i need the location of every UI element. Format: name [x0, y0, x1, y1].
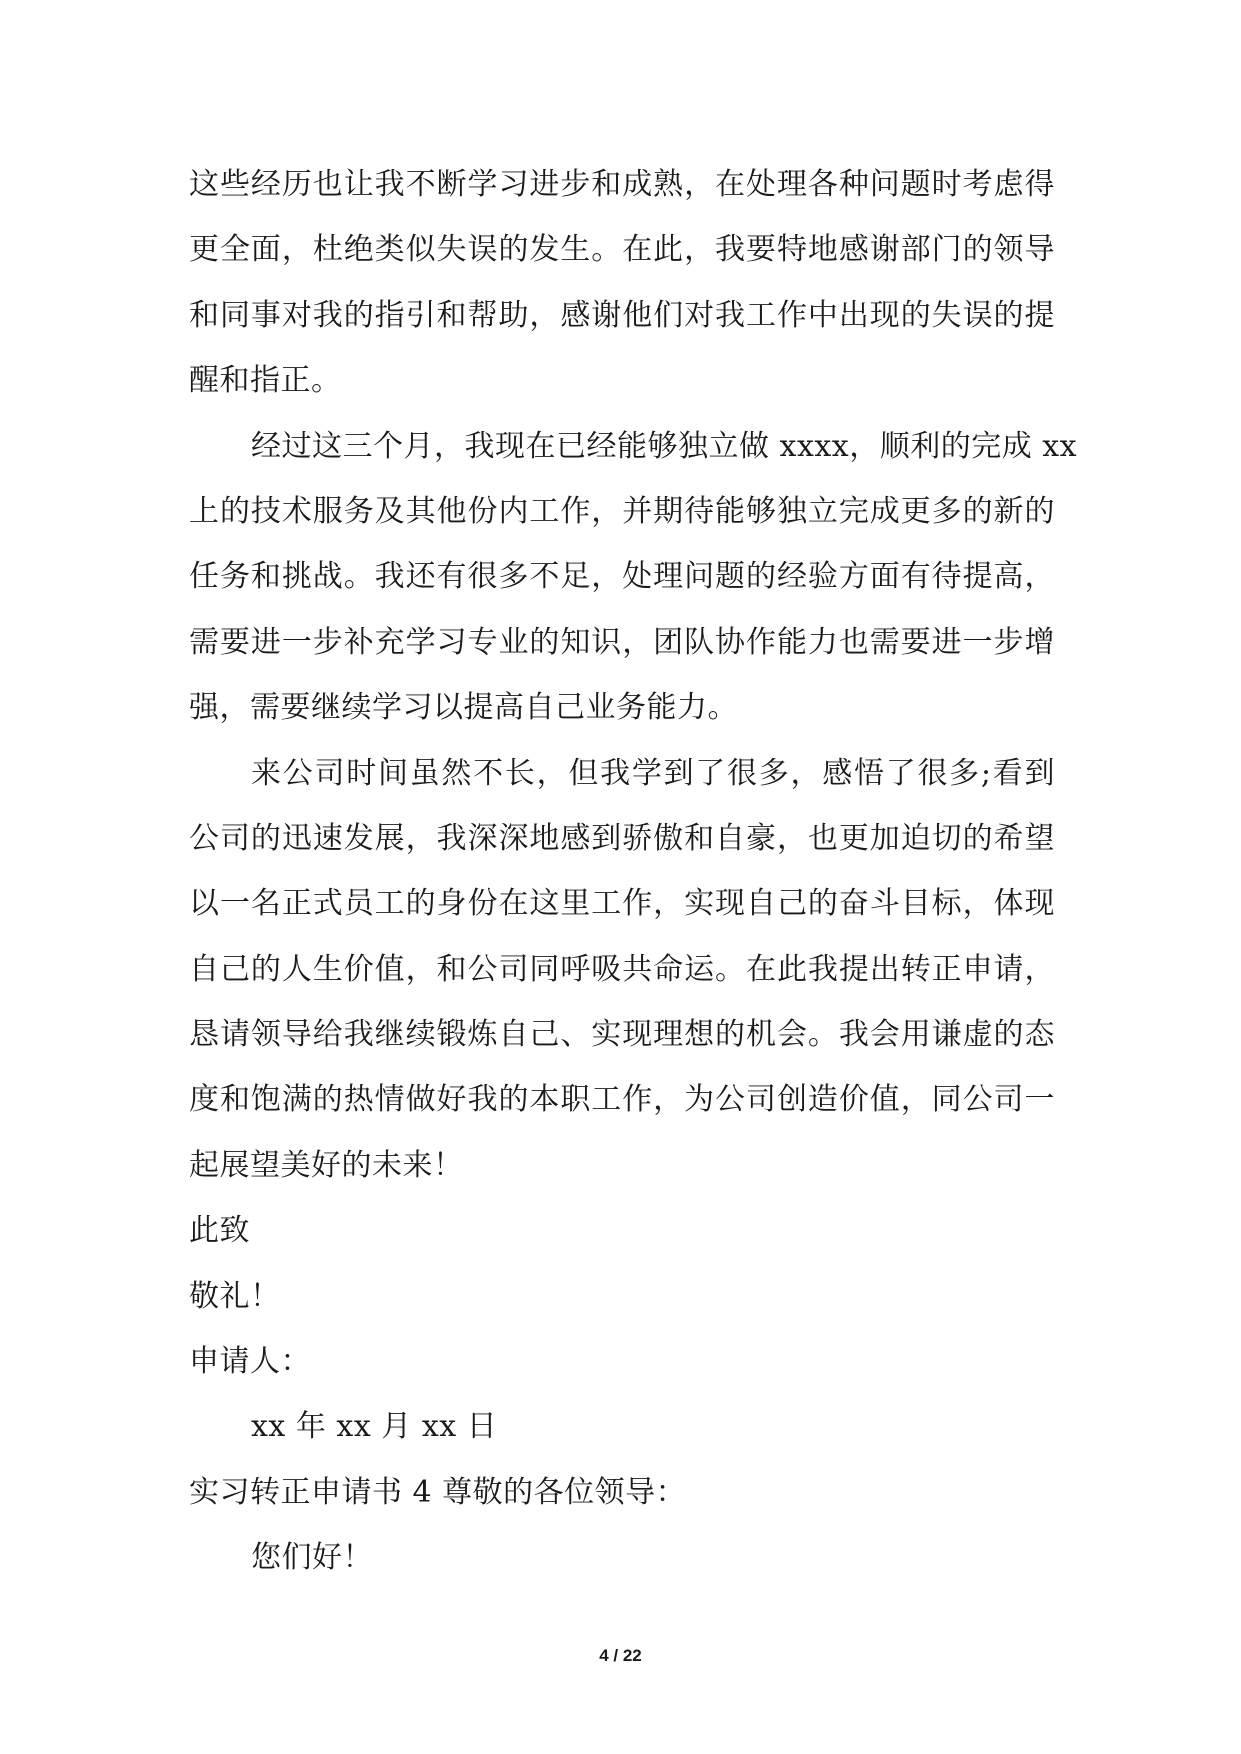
text-line: 起展望美好的未来！ [189, 1147, 464, 1183]
text-line: 需要进一步补充学习专业的知识，团队协作能力也需要进一步增 [189, 624, 1055, 660]
text-line: 恳请领导给我继续锻炼自己、实现理想的机会。我会用谦虚的态 [189, 1017, 1055, 1053]
greeting-line: 您们好！ [251, 1540, 373, 1576]
date-line: xx 年 xx 月 xx 日 [251, 1409, 498, 1445]
next-letter-heading: 实习转正申请书 4 尊敬的各位领导： [189, 1474, 687, 1510]
applicant-label: 申请人： [189, 1344, 311, 1380]
text-line: 度和饱满的热情做好我的本职工作，为公司创造价值，同公司一 [189, 1082, 1055, 1118]
text-line: 和同事对我的指引和帮助，感谢他们对我工作中出现的失误的提 [189, 297, 1055, 333]
text-line: 自己的人生价值，和公司同呼吸共命运。在此我提出转正申请， [189, 951, 1055, 987]
text-line: 来公司时间虽然不长，但我学到了很多，感悟了很多;看到 [251, 755, 1055, 791]
closing-respect: 敬礼！ [189, 1278, 281, 1314]
text-line: 以一名正式员工的身份在这里工作，实现自己的奋斗目标，体现 [189, 886, 1055, 922]
text-line: 更全面，杜绝类似失误的发生。在此，我要特地感谢部门的领导 [189, 232, 1055, 268]
text-line: 醒和指正。 [189, 363, 342, 399]
text-line: 任务和挑战。我还有很多不足，处理问题的经验方面有待提高， [189, 559, 1055, 595]
text-line: 公司的迅速发展，我深深地感到骄傲和自豪，也更加迫切的希望 [189, 820, 1055, 856]
text-line: 这些经历也让我不断学习进步和成熟，在处理各种问题时考虑得 [189, 167, 1055, 202]
text-line: 上的技术服务及其他份内工作，并期待能够独立完成更多的新的 [189, 493, 1055, 529]
text-line: 强，需要继续学习以提高自己业务能力。 [189, 690, 738, 726]
page-number: 4 / 22 [599, 1646, 642, 1665]
closing-salutation: 此致 [189, 1213, 250, 1249]
text-line: 经过这三个月，我现在已经能够独立做 xxxx，顺利的完成 xx [251, 428, 1078, 464]
letter-body [189, 152, 1078, 1591]
